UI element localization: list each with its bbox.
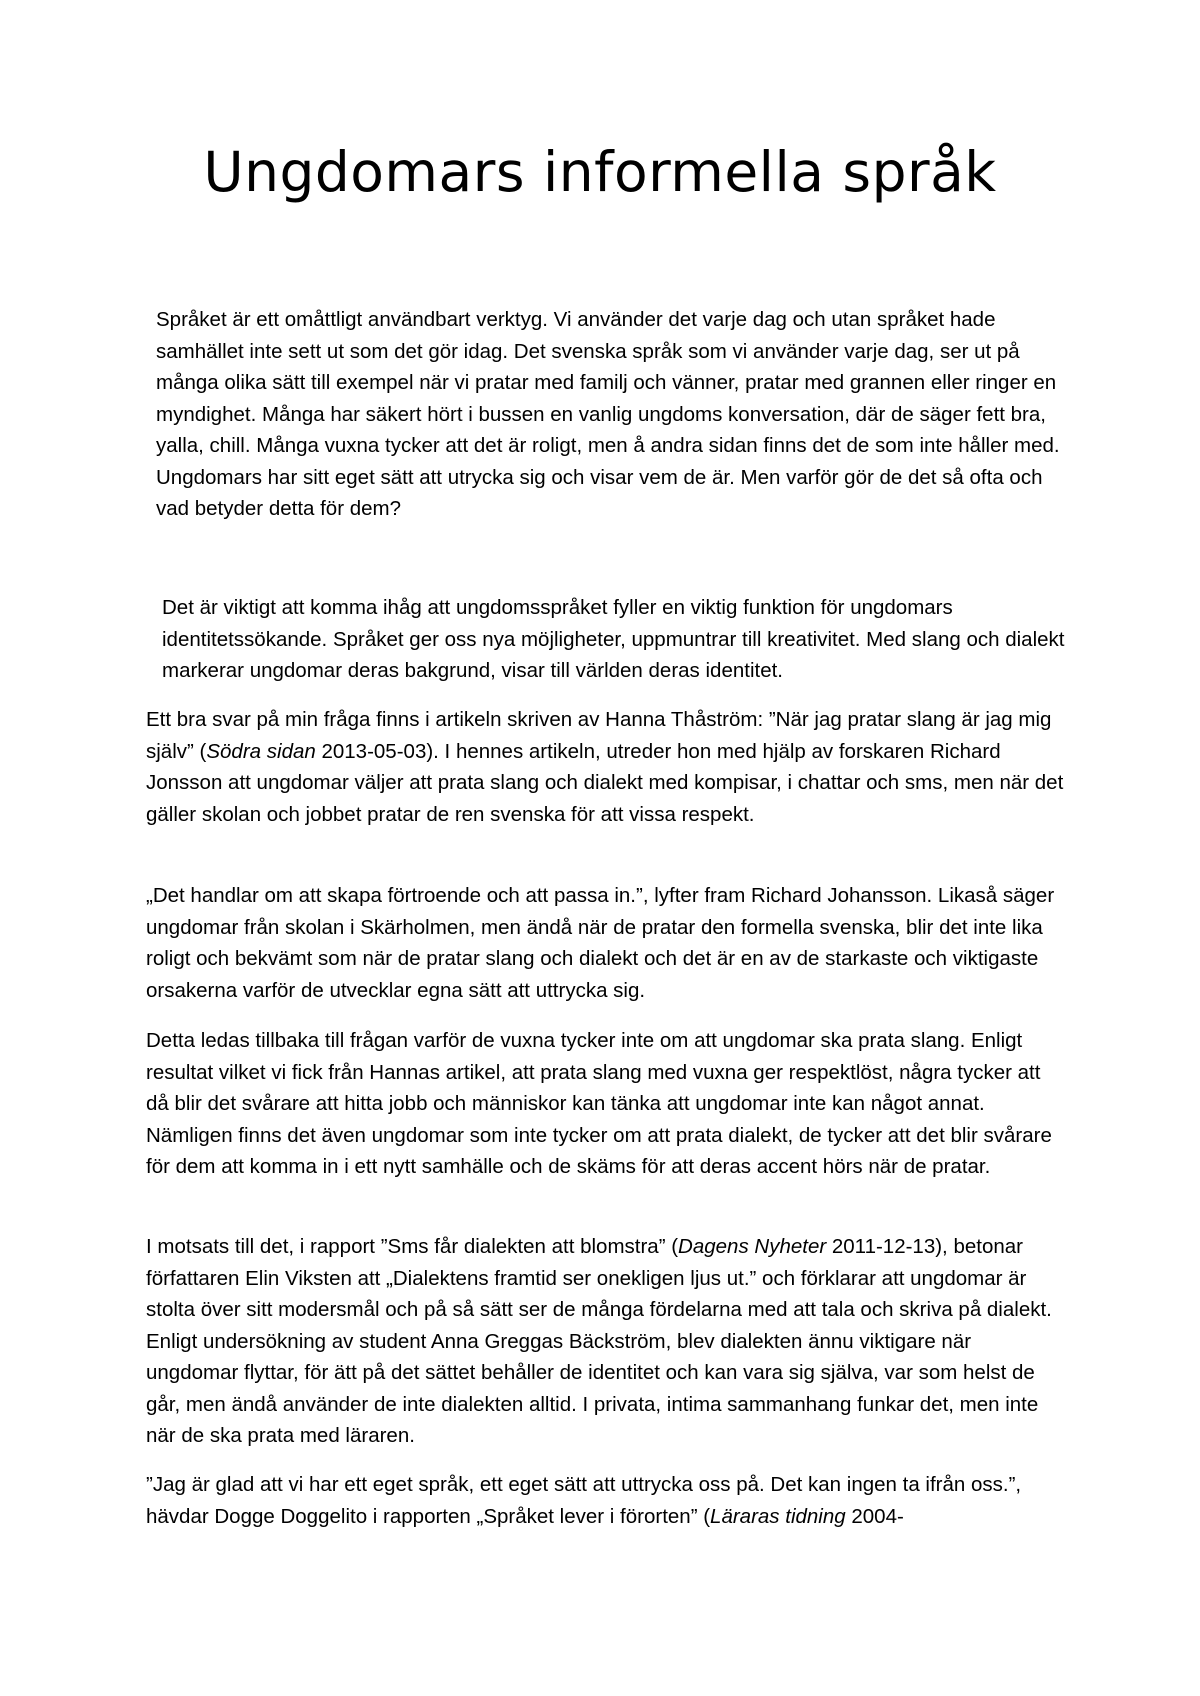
paragraph-thastrom (146, 704, 1066, 830)
paragraph-identity-text: Det är viktigt att komma ihåg att ungdomsspråket fyller en viktig funktion för ungdomars identitetssökande. Språket ger oss nya möjligheter, uppmuntrar till kreativitet. Med slang och dialekt markerar ungdomar deras bakgrund, visar till världen deras identitet. (162, 596, 1065, 682)
paragraph-thastrom-text (146, 704, 1066, 830)
paragraph-thastrom-before: Ett bra svar på min fråga finns i artikeln skriven av Hanna Thåström: ”När jag pratar slang är jag mig själv” ( (146, 708, 1052, 763)
paragraph-thastrom-after: 2013-05-03). I hennes artikeln, utreder hon med hjälp av forskaren Richard Jonsson att ungdomar väljer att prata slang och dialekt med kompisar, i chattar och sms, men när det gäller skolan och jobbet pratar de ren svenska för att vissa respekt. (146, 739, 1064, 826)
paragraph-identity (146, 592, 1066, 687)
paragraph-viksten-after: 2011-12-13), betonar författaren Elin Viksten att „Dialektens framtid ser onekligen ljus ut.” och förklarar att ungdomar är stolta över sitt modersmål och på så sätt ser de många fördelarna med att tala och skriva på dialekt. Enligt undersökning av student Anna Greggas Bäckström, blev dialekten ännu viktigare när ungdomar flyttar, för ätt på det sättet behåller de identitet och kan vara sig själva, var som helst de går, men ändå använder de inte dialekten alltid. I privata, intima sammanhang funkar det, men inte när de ska prata med läraren. (146, 1235, 1052, 1447)
paragraph-doggelito (146, 1469, 1066, 1532)
source-sodra-sidan: Södra sidan (206, 739, 316, 763)
paragraph-intro (146, 304, 1066, 525)
paragraph-quote-johansson (146, 880, 1066, 1006)
paragraph-quote-johansson-text: „Det handlar om att skapa förtroende och att passa in.”, lyfter fram Richard Johansson. Likaså säger ungdomar från skolan i Skärholmen, men ändå när de pratar den formella svenska, blir det inte lika roligt och bekvämt som när de pratar slang och dialekt och det är en av de starkaste och viktigaste orsakerna varför de utvecklar egna sätt att uttrycka sig. (146, 884, 1055, 1002)
paragraph-viksten-text (146, 1231, 1066, 1452)
document-title: Ungdomars informella språk (203, 140, 997, 204)
source-dagens-nyheter: Dagens Nyheter (678, 1235, 827, 1258)
source-lararas-tidning: Läraras tidning (710, 1504, 846, 1528)
paragraph-doggelito-before: ”Jag är glad att vi har ett eget språk, ett eget sätt att uttrycka oss på. Det kan ingen ta ifrån oss.”, hävdar Dogge Doggelito i rapporten „Språket lever i förorten” ( (146, 1473, 1022, 1528)
paragraph-intro-text: Språket är ett omåttligt användbart verktyg. Vi använder det varje dag och utan språket hade samhället inte sett ut som det gör idag. Det svenska språk som vi använder varje dag, ser ut på många olika sätt till exempel när vi pratar med familj och vänner, pratar med grannen eller ringer en myndighet. Många har säkert hört i bussen en vanlig ungdoms konversation, där de säger fett bra, yalla, chill. Många vuxna tycker att det är roligt, men å andra sidan finns det de som inte håller med. Ungdomars har sitt eget sätt att utrycka sig och visar vem de är. Men varför gör de det så ofta och vad betyder detta för dem? (156, 308, 1060, 520)
paragraph-viksten-before: I motsats till det, i rapport ”Sms får dialekten att blomstra” ( (146, 1235, 679, 1258)
paragraph-viksten (146, 1231, 1066, 1452)
paragraph-adults (146, 1025, 1066, 1183)
paragraph-doggelito-text (146, 1469, 1066, 1532)
paragraph-doggelito-after: 2004- (845, 1504, 904, 1528)
paragraph-adults-text: Detta ledas tillbaka till frågan varför de vuxna tycker inte om att ungdomar ska prata slang. Enligt resultat vilket vi fick från Hannas artikel, att prata slang med vuxna ger respektlöst, några tycker att då blir det svårare att hitta jobb och människor kan tänka att ungdomar inte kan något annat. Nämligen finns det även ungdomar som inte tycker om att prata dialekt, de tycker att det blir svårare för dem att komma in i ett nytt samhälle och de skäms för att deras accent hörs när de pratar. (146, 1029, 1052, 1178)
